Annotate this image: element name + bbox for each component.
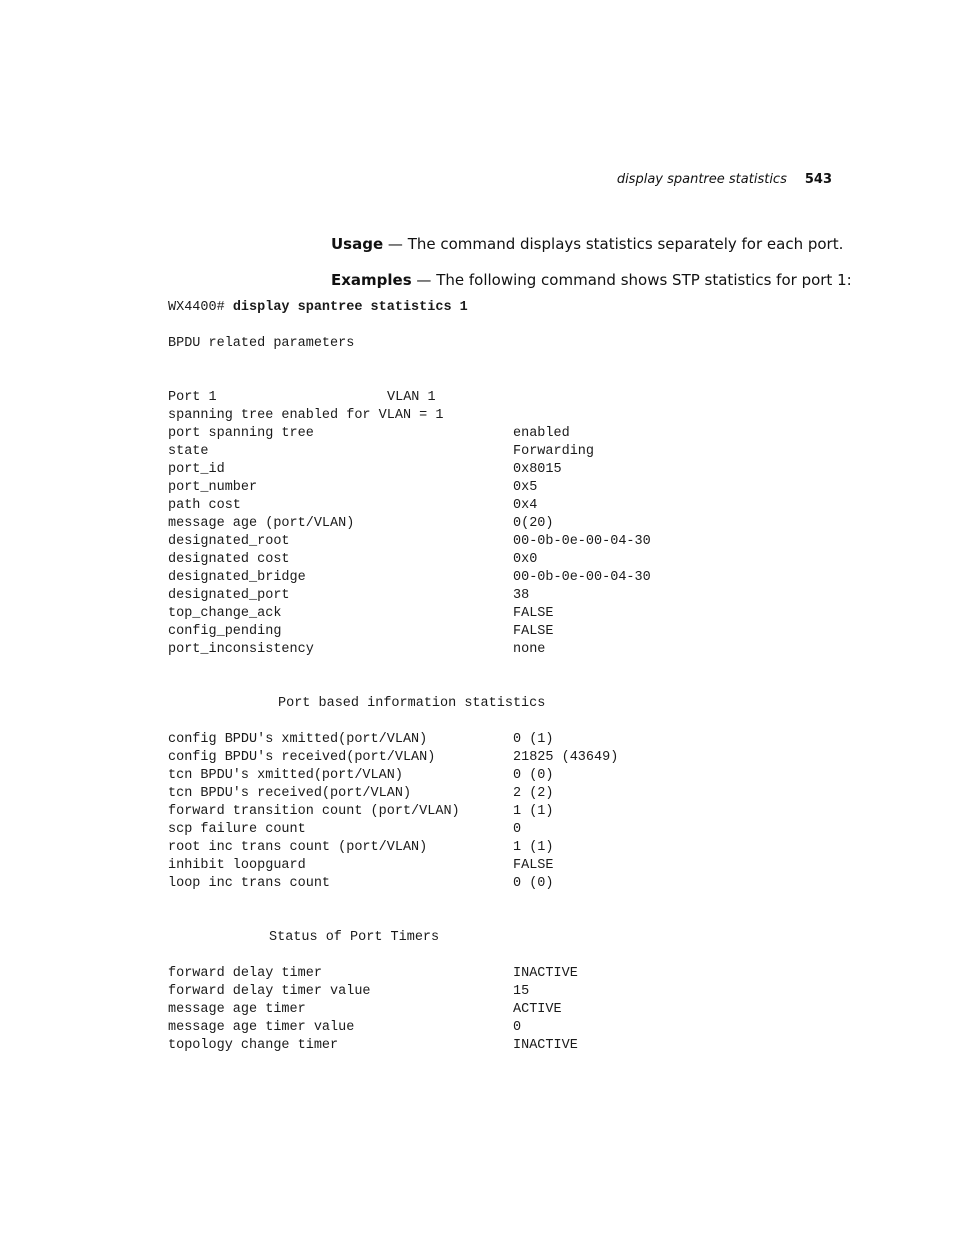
row-value: 00-0b-0e-00-04-30 [513,570,651,585]
row-value: 15 [513,984,530,999]
row-label: config_pending [168,624,282,639]
row-label: inhibit loopguard [168,858,306,873]
examples-term: Examples [331,271,412,289]
row-label: designated_root [168,534,290,549]
row-label: loop inc trans count [168,876,331,891]
row-value: FALSE [513,606,554,621]
code-row [168,803,554,821]
row-value: 2 (2) [513,786,554,801]
code-row [168,461,562,479]
blank-line [168,353,545,371]
code-row [168,749,619,767]
code-row [168,425,570,443]
port-line [168,389,545,407]
blank-line [168,893,545,911]
row-label: state [168,444,209,459]
row-value: ACTIVE [513,1002,562,1017]
blank-line [168,317,545,335]
bpdu-heading: BPDU related parameters [168,336,355,351]
row-value: 0x0 [513,552,538,567]
row-value: INACTIVE [513,1038,578,1053]
port-stats-list [168,731,619,893]
code-row [168,587,545,605]
row-value: FALSE [513,624,554,639]
usage-term: Usage [331,235,384,253]
code-row [168,875,554,893]
row-value: 1 (1) [513,804,554,819]
row-value: 0(20) [513,516,554,531]
row-label: tcn BPDU's received(port/VLAN) [168,786,412,801]
blank-line [168,947,545,965]
code-row [168,533,651,551]
row-value: 0 (1) [513,732,554,747]
row-value: 21825 (43649) [513,750,619,765]
code-row [168,623,554,641]
code-row [168,443,595,461]
bpdu-params-list [168,425,651,659]
code-row [168,551,545,569]
row-label: forward transition count (port/VLAN) [168,804,460,819]
row-label: port_inconsistency [168,642,314,657]
blank-line [168,677,545,695]
row-label: tcn BPDU's xmitted(port/VLAN) [168,768,403,783]
row-value: 0 (0) [513,768,554,783]
row-label: designated_bridge [168,570,306,585]
row-value: FALSE [513,858,554,873]
code-row [168,515,554,533]
code-row [168,857,554,875]
row-label: designated_port [168,588,290,603]
row-value: INACTIVE [513,966,578,981]
usage-text: — The command displays statistics separately for each port. [383,235,844,253]
command-text: display spantree statistics 1 [232,300,468,315]
row-label: port_number [168,480,258,495]
row-value: 38 [513,588,530,603]
row-label: top_change_ack [168,606,282,621]
examples-text: — The following command shows STP statistics for port 1: [411,271,852,289]
row-value: 00-0b-0e-00-04-30 [513,534,651,549]
row-value: 0 [513,1020,522,1035]
code-row [168,569,651,587]
row-value: enabled [513,426,570,441]
code-row [168,1001,562,1019]
row-label: topology change timer [168,1038,339,1053]
row-value: 0x4 [513,498,538,513]
blank-line [168,713,545,731]
timers-heading: Status of Port Timers [269,930,440,945]
code-row [168,839,554,857]
row-value: 0 (0) [513,876,554,891]
examples-paragraph [331,270,852,290]
code-row [168,821,545,839]
code-row [168,731,554,749]
row-label: message age (port/VLAN) [168,516,355,531]
blank-line [168,911,545,929]
code-row [168,983,545,1001]
row-label: path cost [168,498,241,513]
code-row [168,641,545,659]
row-label: config BPDU's received(port/VLAN) [168,750,436,765]
row-label: designated cost [168,552,290,567]
spanning-line: spanning tree enabled for VLAN = 1 [168,408,444,423]
row-value: 0x5 [513,480,538,495]
row-label: forward delay timer [168,966,322,981]
port-stats-heading: Port based information statistics [278,696,546,711]
code-row [168,605,554,623]
usage-paragraph [331,234,843,254]
row-value: 0x8015 [513,462,562,477]
command-line [168,299,545,317]
row-value: 0 [513,822,522,837]
code-example [168,299,651,1055]
row-label: forward delay timer value [168,984,371,999]
row-label: root inc trans count (port/VLAN) [168,840,428,855]
vlan-label: VLAN 1 [387,390,436,405]
code-row [168,1019,545,1037]
row-label: config BPDU's xmitted(port/VLAN) [168,732,428,747]
port-label: Port 1 [168,390,217,405]
row-label: scp failure count [168,822,306,837]
blank-line [168,659,545,677]
timers-list [168,965,578,1055]
code-row [168,965,578,983]
row-label: port_id [168,462,225,477]
row-label: message age timer [168,1002,306,1017]
code-row [168,785,554,803]
header-title: display spantree statistics [616,172,787,187]
code-row [168,767,554,785]
row-label: message age timer value [168,1020,355,1035]
running-header [617,171,832,189]
blank-line [168,371,545,389]
row-value: 1 (1) [513,840,554,855]
code-row [168,1037,578,1055]
row-value: Forwarding [513,444,595,459]
row-value: none [513,642,546,657]
command-prompt: WX4400# [168,300,233,315]
code-row [168,497,545,515]
code-row [168,479,545,497]
page-number: 543 [804,172,832,187]
row-label: port spanning tree [168,426,314,441]
